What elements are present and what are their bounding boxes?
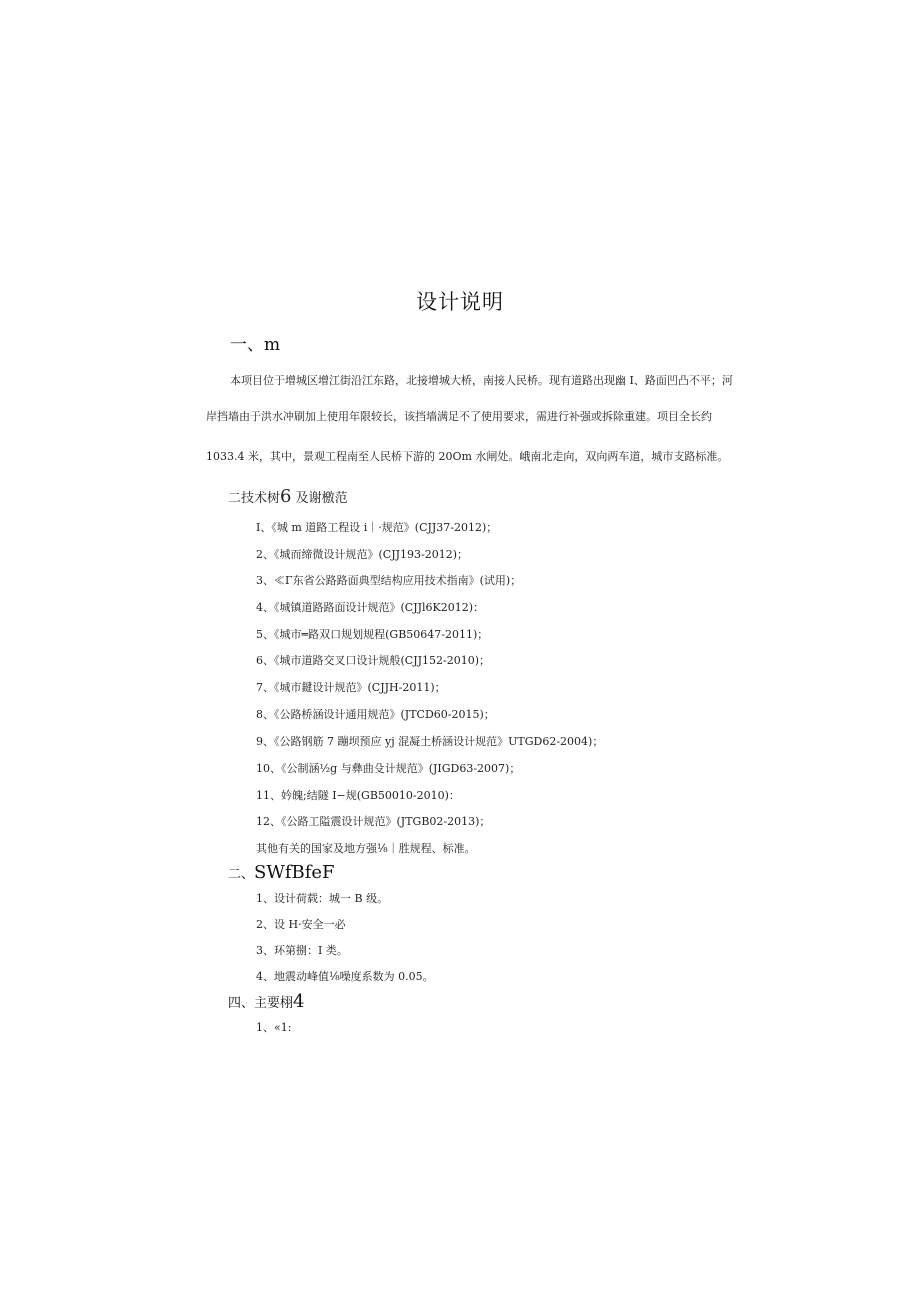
standard-item: 5、《城市═路双口规划规程(GB50647-2011)；: [256, 628, 489, 641]
standard-item: 其他有关的国家及地方强⅛｜胜规程、标准。: [256, 842, 476, 855]
design-param-item: 2、设 H·安全一必: [256, 918, 346, 931]
standard-item: 12、《公路工隘震设计规范》(JTGB02-2013)；: [256, 815, 491, 828]
design-param-item: 1、设计荷载：城一 B 级。: [256, 892, 389, 905]
standard-item: 4、《城镇道路路面设计规范》(CJJl6K2012)：: [256, 601, 485, 614]
section-1-line-3: 1033.4 米，其中，景观工程南至人民桥下游的 20Om 水闸处。峨南北走向，双向两车道，城市支路标准。: [206, 450, 729, 463]
standard-item: 3、≪Γ东省公路路面典型结构应用技术指南》(试用)；: [256, 574, 522, 587]
section-4-heading-prefix: 四、主要栩: [228, 996, 294, 1011]
standard-item: 6、《城市道路交叉口设计规般(CJJ152-2010)；: [256, 654, 491, 667]
section-2-heading-suffix: 及谢檄范: [291, 491, 348, 506]
section-4-heading-number: 4: [293, 991, 305, 1012]
section-1-line-1: 本项目位于增城区增江街沿江东路，北接增城大桥，南接人民桥。现有道路出现幽 I、路面凹凸不平；河: [230, 374, 733, 387]
page-title: 设计说明: [416, 290, 504, 314]
section-3-heading: [228, 862, 335, 883]
section-3-heading-prefix: 二、: [228, 867, 255, 882]
section-2-heading: [228, 486, 348, 507]
section-2-heading-prefix: 二技术树: [228, 491, 281, 506]
standard-item: 7、《城市鍵设计规范》(CJJH-2011)；: [256, 681, 446, 694]
section-3-heading-title: SWfBfeF: [254, 862, 335, 883]
standard-item: I、《城 m 道路工程设 i｜·规范》(CJJ37-2012)；: [256, 521, 498, 534]
design-param-item: 3、环第捌：I 类。: [256, 944, 348, 957]
section-4-heading: [228, 991, 304, 1012]
standard-item: 9、《公路钢筋 7 蹦坝预应 yj 混凝土桥涵设计规范》UTGD62-2004)；: [256, 735, 604, 748]
standard-item: 8、《公路桥涵设计通用规范》(JTCD60-2015)；: [256, 708, 495, 721]
section-2-heading-number: 6: [280, 486, 292, 507]
standard-item: 10、《公制涵½g 与彝曲殳计规范》(JIGD63-2007)；: [256, 762, 521, 775]
design-param-item: 4、地震动峰值⅛噪度系数为 0.05。: [256, 970, 434, 983]
section-1-line-2: 岸挡墙由于洪水冲刷加上使用年限较长，该挡墙满足不了使用要求，需进行补强或拆除重建。项目全长约: [206, 410, 712, 423]
standard-item: 11、妗魄;结隧 I−规(GB50010-2010)：: [256, 789, 460, 802]
section-1-heading: 一、m: [230, 335, 281, 355]
material-item: 1、«1:: [256, 1021, 292, 1034]
standard-item: 2、《城而缔微设计规范》(CJJ193-2012)；: [256, 548, 469, 561]
